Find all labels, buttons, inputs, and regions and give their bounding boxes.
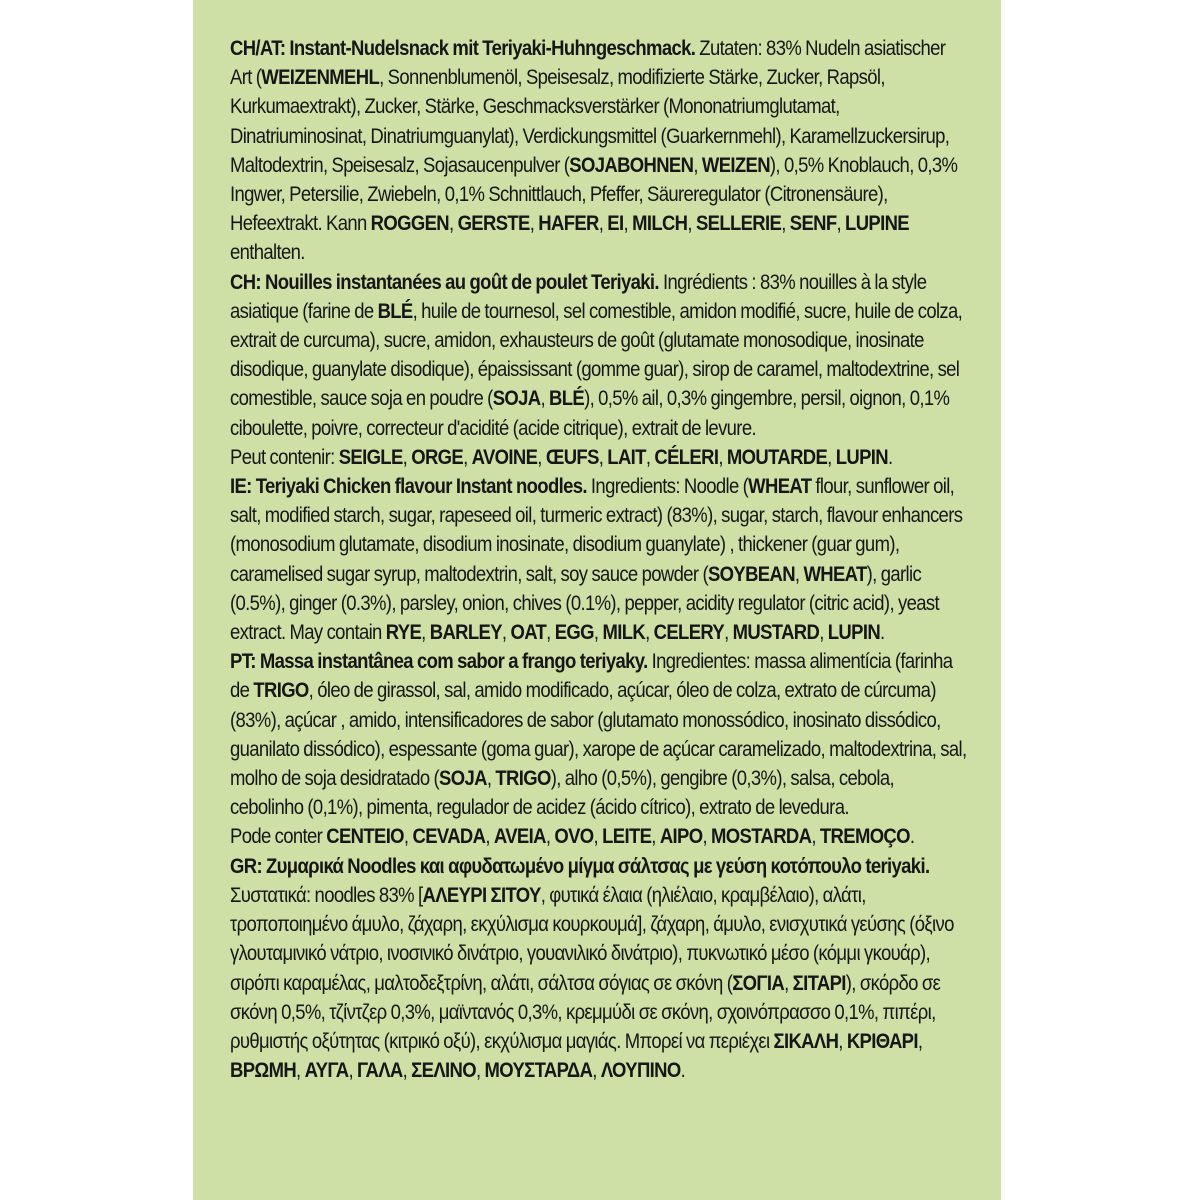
- ingredient-text: ,: [819, 620, 828, 645]
- ingredient-text: ,: [836, 211, 846, 236]
- ingredient-text: ,: [545, 824, 555, 849]
- ingredient-text: Zutaten: 83% Nudeln asiatischer Art (: [230, 36, 946, 90]
- ingredient-text: ,: [540, 386, 550, 411]
- allergen-term: BLÉ: [377, 298, 413, 323]
- ingredient-text: ,: [794, 561, 804, 586]
- ingredient-text: ,: [687, 211, 696, 236]
- ingredient-text: ,: [623, 211, 633, 236]
- ingredient-text: ,: [702, 824, 712, 849]
- allergen-term: ΒΡΩΜΗ: [230, 1058, 297, 1083]
- ingredient-text: ), 0,5% ail, 0,3% gingembre, persil, oignon, 0,1% ciboulette, poivre, correcteur d'acidité (acide citrique), extrait de levure.: [230, 386, 950, 440]
- allergen-term: WEIZEN: [701, 152, 770, 177]
- allergen-term: MILCH: [632, 211, 688, 236]
- ingredient-text: flour, sunflower oil, salt, modified starch, sugar, rapeseed oil, turmeric extract) (83%), sugar, starch, flavour enhancers (monosodium glutamate, disodium inosinate, disodium guanylate) , thickener (guar gum), caramelised sugar syrup, maltodextrin, salt, soy sauce powder (: [230, 474, 963, 586]
- ingredient-text: Pode conter: [230, 824, 327, 849]
- allergen-term: ŒUFS: [545, 444, 599, 469]
- ingredient-text: ,: [724, 620, 733, 645]
- allergen-term: TRIGO: [253, 678, 309, 703]
- ingredient-text: ,: [546, 620, 555, 645]
- ingredient-text: ,: [348, 1058, 358, 1083]
- allergen-term: LEITE: [602, 824, 652, 849]
- allergen-term: ΣΟΓΙΑ: [732, 970, 785, 995]
- allergen-term: ΓΑΛΑ: [357, 1058, 403, 1083]
- ingredient-text: ,: [402, 444, 412, 469]
- allergen-term: ORGE: [411, 444, 464, 469]
- allergen-term: SEIGLE: [338, 444, 403, 469]
- allergen-term: SOJA: [439, 766, 487, 791]
- allergen-term: TRIGO: [495, 766, 551, 791]
- section-ch: [230, 268, 970, 443]
- ingredient-text: ,: [645, 444, 655, 469]
- allergen-term: ΚΡΙΘΑΡΙ: [846, 1028, 918, 1053]
- section-ie: [230, 472, 970, 647]
- ingredient-text: ), garlic (0.5%), ginger (0.3%), parsley, onion, chives (0.1%), pepper, acidity regulator (citric acid), yeast extract. May contain: [230, 561, 939, 645]
- allergen-term: WHEAT: [748, 474, 812, 499]
- ingredient-text: Peut contenir:: [230, 444, 339, 469]
- ingredient-text: ,: [593, 620, 603, 645]
- allergen-term: RYE: [385, 620, 422, 645]
- allergen-term: AVOINE: [471, 444, 538, 469]
- allergen-term: AIPO: [659, 824, 703, 849]
- allergen-term: ΑΛΕΥΡΙ ΣΙΤΟΥ: [422, 882, 541, 907]
- ingredient-text: Συστατικά: noodles 83% [: [230, 882, 423, 907]
- allergen-term: SOJABOHNEN: [569, 152, 694, 177]
- section-body: [230, 883, 954, 1082]
- ingredient-text: ,: [485, 824, 494, 849]
- section-ch-at: [230, 34, 970, 268]
- section-heading: CH: Nouilles instantanées au goût de poulet Teriyaki.: [230, 269, 659, 294]
- ingredient-text: ,: [827, 444, 836, 469]
- section-pt: [230, 647, 970, 822]
- ingredient-text: .: [909, 824, 915, 849]
- ingredient-text: ), 0,5% Knoblauch, 0,3% Ingwer, Petersilie, Zwiebeln, 0,1% Schnittlauch, Pfeffer, Säureregulator (Citronensäure), Hefeextrakt. Kann: [230, 152, 958, 236]
- allergen-term: MILK: [602, 620, 646, 645]
- section-gr: [230, 852, 970, 1086]
- ingredient-text: ,: [784, 970, 793, 995]
- allergen-term: ΣΙΚΑΛΗ: [773, 1028, 839, 1053]
- ingredient-text: ,: [475, 1058, 485, 1083]
- section-body: [230, 270, 962, 440]
- allergen-term: CEVADA: [412, 824, 486, 849]
- allergen-term: MOUTARDE: [726, 444, 828, 469]
- section-heading: PT: Massa instantânea com sabor a frango teriyaky.: [230, 649, 648, 674]
- section-body: [230, 474, 962, 644]
- allergen-term: ΣΕΛΙΝΟ: [411, 1058, 476, 1083]
- ingredient-text: ), alho (0,5%), gengibre (0,3%), salsa, cebola, cebolinho (0,1%), pimenta, regulador de acidez (ácido cítrico), extrato de levedura.: [230, 766, 894, 820]
- ingredient-text: Ingredientes: massa alimentícia (farinha de: [230, 649, 953, 703]
- allergen-term: WHEAT: [803, 561, 867, 586]
- allergen-term: AVEIA: [493, 824, 546, 849]
- ingredient-text: ), σκόρδο σε σκόνη 0,5%, τζίντζερ 0,3%, μαϊντανός 0,3%, κρεμμύδι σε σκόνη, σχοινόπρασσο 0,1%, πιπέρι, ρυθμιστής οξύτητας (κιτρικό οξύ), εκχύλισμα μαγιάς. Μπορεί να περιέχει: [230, 970, 941, 1053]
- ingredient-text: ,: [449, 211, 458, 236]
- allergen-term: CENTEIO: [326, 824, 404, 849]
- ingredient-text: ,: [501, 620, 511, 645]
- allergen-term: LAIT: [607, 444, 646, 469]
- allergen-term: LUPINE: [845, 211, 909, 236]
- allergen-term: SELLERIE: [695, 211, 782, 236]
- allergen-term: BARLEY: [429, 620, 502, 645]
- allergen-term: SOJA: [492, 386, 541, 411]
- allergen-term: ΜΟΥΣΤΑΡΔΑ: [484, 1058, 593, 1083]
- ingredient-text: ,: [486, 766, 496, 791]
- ingredient-text: ,: [592, 1058, 601, 1083]
- allergen-term: OVO: [554, 824, 594, 849]
- ingredient-text: ,: [651, 824, 660, 849]
- allergen-term: MUSTARD: [732, 620, 820, 645]
- ingredients-label: [230, 34, 967, 1085]
- allergen-term: ROGGEN: [370, 211, 450, 236]
- section-heading: IE: Teriyaki Chicken flavour Instant noodles.: [230, 474, 587, 499]
- section-body: [230, 649, 966, 819]
- ingredient-text: , óleo de girassol, sal, amido modificado, açúcar, óleo de colza, extrato de cúrcuma) (83%), açúcar , amido, intensificadores de sabor (glutamato monossódico, inosinato dissódico, guanilato dissódico), espessante (goma guar), xarope de açúcar caramelizado, maltodextrina, sal, molho de soja desidratado (: [230, 678, 967, 791]
- allergen-term: LUPIN: [827, 620, 881, 645]
- ingredient-text: ,: [529, 211, 539, 236]
- allergen-term: ΣΙΤΑΡΙ: [792, 970, 846, 995]
- may-contain-body: [230, 824, 914, 848]
- allergen-term: HAFER: [538, 211, 599, 236]
- allergen-term: ΛΟΥΠΙΝΟ: [600, 1058, 681, 1083]
- allergen-term: EI: [607, 211, 624, 236]
- ingredient-text: ,: [296, 1058, 305, 1083]
- allergen-term: TREMOÇO: [819, 824, 910, 849]
- ingredient-text: ,: [718, 444, 727, 469]
- ingredient-text: ,: [593, 824, 603, 849]
- ingredient-text: ,: [421, 620, 430, 645]
- ingredient-text: ,: [693, 152, 702, 177]
- ingredient-text: ,: [403, 824, 413, 849]
- ingredient-text: Ingredients: Noodle (: [586, 474, 749, 499]
- may-contain-ch: [230, 443, 970, 472]
- ingredient-text: ,: [781, 211, 790, 236]
- ingredient-text: ,: [402, 1058, 412, 1083]
- section-body: [230, 36, 957, 264]
- ingredient-text: , huile de tournesol, sel comestible, amidon modifié, sucre, huile de colza, extrait de curcuma), sucre, amidon, exhausteurs de goût (glutamate monosodique, inosinate disodique, guanylate disodique), épaississant (gomme guar), sirop de caramel, maltodextrine, sel comestible, sauce soja en poudre (: [230, 298, 963, 411]
- allergen-term: EGG: [554, 620, 594, 645]
- section-heading: GR: Ζυμαρικά Noodles και αφυδατωμένο μίγμα σάλτσας με γεύση κοτόπουλο teriyaki.: [230, 853, 930, 878]
- ingredient-text: ,: [598, 211, 608, 236]
- allergen-term: SOYBEAN: [707, 561, 795, 586]
- allergen-term: OAT: [510, 620, 547, 645]
- ingredient-text: Ingrédients : 83% nouilles à la style asiatique (farine de: [230, 269, 927, 323]
- allergen-term: CÉLERI: [654, 444, 719, 469]
- ingredient-text: enthalten.: [230, 240, 305, 265]
- ingredient-text: ,: [645, 620, 654, 645]
- allergen-term: MOSTARDA: [711, 824, 812, 849]
- may-contain-body: [230, 445, 892, 469]
- ingredient-text: ,: [598, 444, 608, 469]
- ingredient-text: ,: [838, 1028, 847, 1053]
- section-heading: CH/AT: Instant-Nudelsnack mit Teriyaki-Huhngeschmack.: [230, 36, 696, 60]
- ingredient-text: ,: [811, 824, 820, 849]
- ingredient-text: ,: [537, 444, 546, 469]
- ingredient-text: ,: [917, 1028, 923, 1053]
- ingredient-text: ,: [463, 444, 472, 469]
- ingredient-text: .: [880, 620, 885, 645]
- allergen-term: CELERY: [653, 620, 725, 645]
- ingredient-text: , φυτικά έλαια (ηλιέλαιο, κραμβέλαιο), αλάτι, τροποποιημένο άμυλο, ζάχαρη, εκχύλισμα κουρκουμά], ζάχαρη, άμυλο, ενισχυτικά γεύσης (όξινο γλουταμινικό νάτριο, ινοσινικό δινάτριο, γουανιλικό δινάτριο), πυκνωτικό μέσο (κόμμι γκουάρ), σιρόπι καραμέλας, μαλτοδεξτρίνη, αλάτι, σάλτσα σόγιας σε σκόνη (: [230, 882, 954, 995]
- allergen-term: LUPIN: [835, 444, 888, 469]
- allergen-term: ΑΥΓΑ: [304, 1058, 349, 1083]
- ingredient-text: .: [887, 444, 893, 469]
- may-contain-pt: [230, 822, 970, 851]
- ingredient-text: , Sonnenblumenöl, Speisesalz, modifizierte Stärke, Zucker, Rapsöl, Kurkumaextrakt), Zucker, Stärke, Geschmacksverstärker (Mononatriumglutamat, Dinatriuminosinat, Dinatriumguanylat), Verdickungsmittel (Guarkernmehl), Karamellzuckersirup, Maltodextrin, Speisesalz, Sojasaucenpulver (: [230, 65, 950, 177]
- allergen-term: SENF: [789, 211, 837, 236]
- allergen-term: GERSTE: [457, 211, 530, 236]
- allergen-term: BLÉ: [549, 386, 585, 411]
- ingredient-text: .: [680, 1058, 686, 1083]
- allergen-term: WEIZENMEHL: [261, 65, 380, 90]
